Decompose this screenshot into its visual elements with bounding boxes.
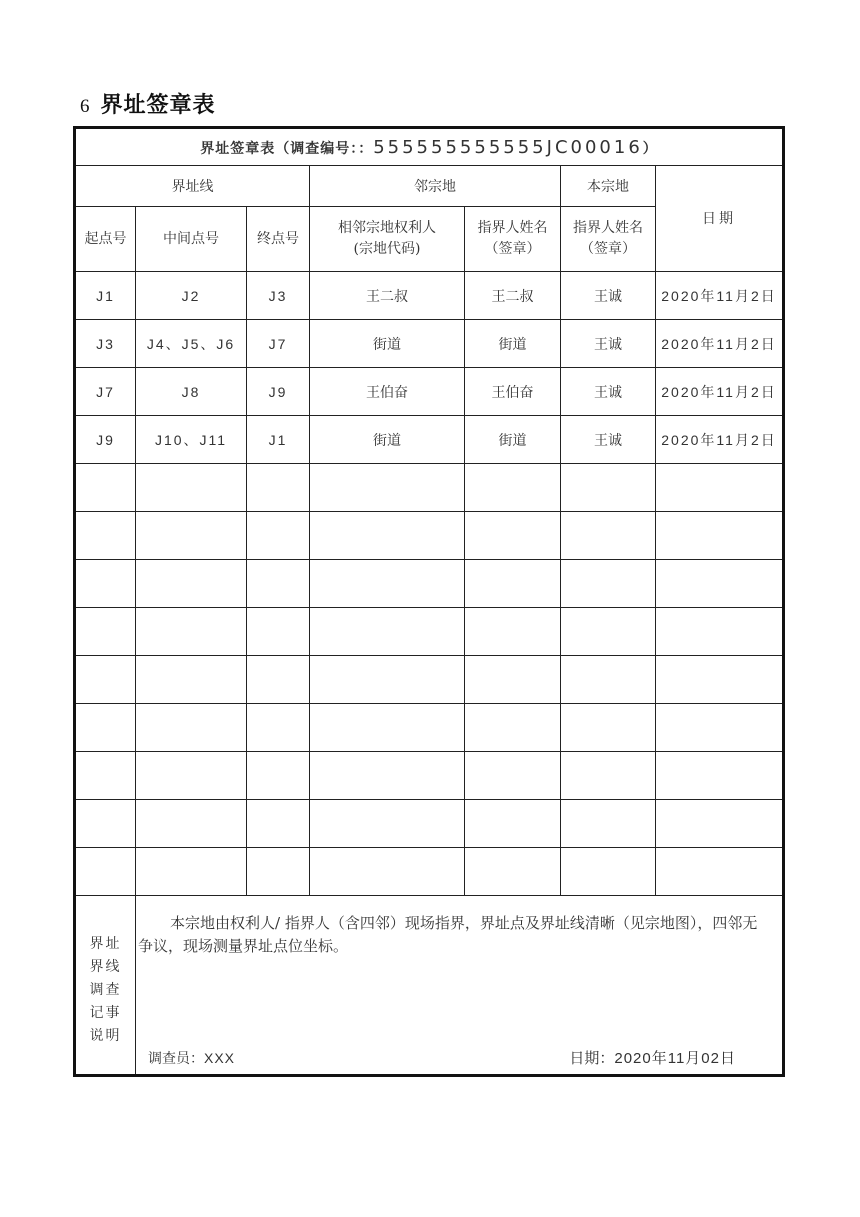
empty-cell (136, 512, 247, 560)
notes-label-line: 说明 (89, 1027, 122, 1044)
empty-cell (656, 800, 784, 848)
notes-label-line: 调查 (89, 981, 122, 998)
cell-start: J7 (75, 368, 136, 416)
empty-cell (465, 560, 561, 608)
cell-this-signer: 王诚 (561, 272, 656, 320)
cell-start: J1 (75, 272, 136, 320)
empty-cell (465, 464, 561, 512)
empty-cell (136, 848, 247, 896)
section-heading (80, 88, 216, 119)
empty-cell (465, 656, 561, 704)
boundary-signature-table (73, 126, 785, 1077)
empty-cell (247, 848, 310, 896)
cell-neighbor-owner: 王二叔 (310, 272, 465, 320)
cell-this-signer: 王诚 (561, 416, 656, 464)
empty-cell (465, 704, 561, 752)
table-title-close: ） (642, 140, 658, 157)
empty-cell (75, 560, 136, 608)
empty-cell (561, 464, 656, 512)
table-row (75, 368, 784, 416)
empty-table-row (75, 656, 784, 704)
empty-cell (75, 752, 136, 800)
empty-cell (75, 800, 136, 848)
empty-cell (310, 560, 465, 608)
cell-neighbor-signer: 街道 (465, 416, 561, 464)
empty-cell (561, 704, 656, 752)
cell-date: 2020年11月2日 (656, 320, 784, 368)
cell-neighbor-signer: 王伯奋 (465, 368, 561, 416)
empty-cell (465, 848, 561, 896)
section-title: 界址签章表 (100, 93, 216, 118)
empty-table-row (75, 512, 784, 560)
empty-cell (136, 752, 247, 800)
empty-cell (247, 464, 310, 512)
empty-cell (75, 608, 136, 656)
empty-cell (75, 656, 136, 704)
empty-cell (247, 704, 310, 752)
cell-end: J7 (247, 320, 310, 368)
empty-cell (561, 800, 656, 848)
empty-table-row (75, 848, 784, 896)
empty-cell (247, 512, 310, 560)
empty-cell (561, 560, 656, 608)
cell-neighbor-owner: 王伯奋 (310, 368, 465, 416)
empty-cell (247, 608, 310, 656)
notes-label-line: 记事 (89, 1004, 122, 1021)
header-date: 日期 (656, 166, 784, 272)
table-row (75, 320, 784, 368)
empty-cell (465, 512, 561, 560)
empty-cell (310, 704, 465, 752)
cell-neighbor-owner: 街道 (310, 320, 465, 368)
empty-cell (561, 608, 656, 656)
table-title (75, 128, 784, 166)
empty-table-row (75, 560, 784, 608)
cell-end: J1 (247, 416, 310, 464)
empty-cell (656, 704, 784, 752)
header-this-signer-line2: （签章） (580, 241, 636, 257)
header-neighbor-signer-line1: 指界人姓名 (477, 220, 548, 236)
cell-this-signer: 王诚 (561, 368, 656, 416)
empty-cell (75, 848, 136, 896)
empty-cell (561, 512, 656, 560)
surveyor (148, 1048, 235, 1068)
empty-cell (136, 464, 247, 512)
empty-cell (136, 608, 247, 656)
cell-neighbor-owner: 街道 (310, 416, 465, 464)
empty-cell (656, 608, 784, 656)
section-number: 6 (80, 96, 91, 117)
cell-middle: J2 (136, 272, 247, 320)
cell-date: 2020年11月2日 (656, 368, 784, 416)
cell-date: 2020年11月2日 (656, 416, 784, 464)
empty-cell (656, 752, 784, 800)
empty-cell (310, 656, 465, 704)
header-neighbor-parcel: 邻宗地 (310, 166, 561, 207)
empty-cell (310, 752, 465, 800)
header-this-signer (561, 207, 656, 272)
notes-date (569, 1047, 736, 1068)
table-row (75, 272, 784, 320)
notes-label (75, 896, 136, 1076)
header-neighbor-owner-line2: (宗地代码) (353, 241, 421, 257)
empty-cell (310, 512, 465, 560)
cell-this-signer: 王诚 (561, 320, 656, 368)
empty-cell (247, 560, 310, 608)
empty-cell (310, 800, 465, 848)
header-neighbor-owner-line1: 相邻宗地权利人 (338, 220, 436, 236)
cell-start: J3 (75, 320, 136, 368)
empty-cell (136, 704, 247, 752)
notes-label-line: 界线 (89, 958, 122, 975)
empty-cell (247, 752, 310, 800)
header-this-parcel: 本宗地 (561, 166, 656, 207)
cell-start: J9 (75, 416, 136, 464)
empty-cell (75, 512, 136, 560)
header-middle-points: 中间点号 (136, 207, 247, 272)
empty-table-row (75, 752, 784, 800)
cell-end: J9 (247, 368, 310, 416)
cell-middle: J8 (136, 368, 247, 416)
empty-cell (656, 848, 784, 896)
empty-cell (310, 608, 465, 656)
empty-cell (465, 608, 561, 656)
empty-cell (136, 656, 247, 704)
cell-neighbor-signer: 王二叔 (465, 272, 561, 320)
surveyor-name: XXX (204, 1050, 236, 1066)
empty-cell (561, 656, 656, 704)
surveyor-label: 调查员： (148, 1051, 204, 1067)
cell-end: J3 (247, 272, 310, 320)
empty-cell (136, 560, 247, 608)
survey-code: 555555555555JC00016 (373, 136, 643, 158)
empty-table-row (75, 464, 784, 512)
empty-cell (656, 560, 784, 608)
cell-middle: J10、J11 (136, 416, 247, 464)
notes-date-label: 日期： (569, 1049, 615, 1067)
notes-label-line: 界址 (89, 935, 122, 952)
empty-table-row (75, 800, 784, 848)
notes-text: 本宗地由权利人/ 指界人（含四邻）现场指界，界址点及界址线清晰（见宗地图），四邻无争议，现场测量界址点位坐标。 (138, 914, 758, 955)
empty-cell (465, 800, 561, 848)
header-this-signer-line1: 指界人姓名 (573, 220, 643, 236)
header-neighbor-signer-line2: （签章） (484, 241, 541, 257)
empty-cell (310, 848, 465, 896)
header-neighbor-signer (465, 207, 561, 272)
cell-date: 2020年11月2日 (656, 272, 784, 320)
empty-cell (561, 752, 656, 800)
header-boundary-line: 界址线 (75, 166, 310, 207)
empty-cell (656, 464, 784, 512)
empty-cell (465, 752, 561, 800)
empty-cell (656, 512, 784, 560)
table-title-text: 界址签章表（调查编号：： (200, 140, 374, 157)
header-neighbor-owner (310, 207, 465, 272)
empty-cell (247, 800, 310, 848)
notes-body (136, 896, 784, 1076)
empty-cell (561, 848, 656, 896)
empty-cell (310, 464, 465, 512)
cell-neighbor-signer: 街道 (465, 320, 561, 368)
empty-cell (247, 656, 310, 704)
cell-middle: J4、J5、J6 (136, 320, 247, 368)
notes-date-value: 2020年11月02日 (614, 1050, 736, 1067)
empty-cell (75, 464, 136, 512)
empty-cell (656, 656, 784, 704)
empty-cell (75, 704, 136, 752)
header-start-point: 起点号 (75, 207, 136, 272)
empty-table-row (75, 608, 784, 656)
empty-cell (136, 800, 247, 848)
table-row (75, 416, 784, 464)
header-end-point: 终点号 (247, 207, 310, 272)
empty-table-row (75, 704, 784, 752)
